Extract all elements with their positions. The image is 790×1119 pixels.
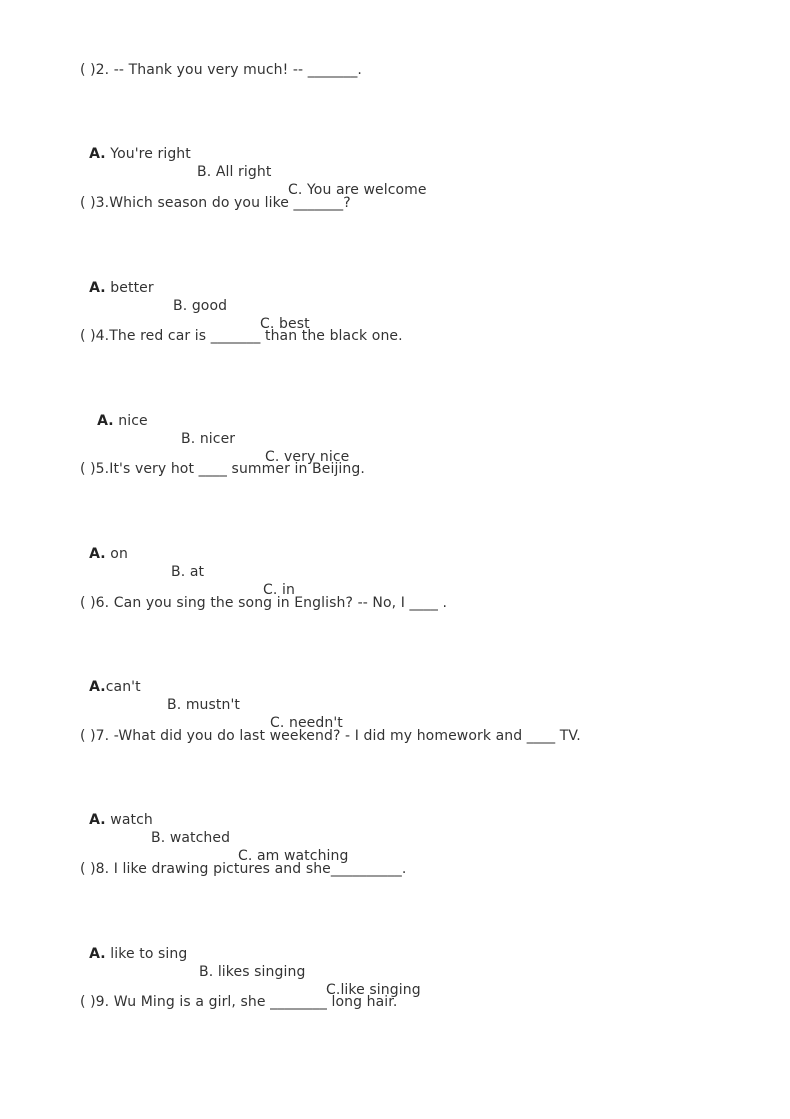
question-8-options	[80, 927, 421, 998]
option-a-label: A.	[89, 546, 106, 562]
option-a	[89, 946, 187, 962]
option-c-text: in	[277, 582, 295, 598]
option-b	[197, 163, 271, 181]
question-7-stem: ( )7. -What did you do last weekend? - I did my homework and ____ TV.	[80, 728, 581, 744]
option-b-label: B.	[151, 830, 166, 846]
option-b-text: likes singing	[213, 964, 306, 980]
option-b-text: nicer	[195, 431, 236, 447]
option-c-label: C.	[288, 182, 303, 198]
option-b-label: B.	[181, 431, 196, 447]
option-b-label: B.	[173, 298, 188, 314]
question-6-stem: ( )6. Can you sing the song in English? -- No, I ____ .	[80, 595, 448, 611]
option-c-text: needn't	[284, 715, 343, 731]
option-a	[89, 679, 141, 695]
option-c-label: C.	[265, 449, 280, 465]
question-4-stem: ( )4.The red car is _______ than the black one.	[80, 328, 403, 344]
question-3-stem: ( )3.Which season do you like _______?	[80, 195, 351, 211]
question-2-stem: ( )2. -- Thank you very much! -- _______.	[80, 62, 362, 78]
question-3-options	[80, 261, 310, 332]
option-c-text: am watching	[252, 848, 349, 864]
option-a-text: like to sing	[105, 946, 188, 962]
option-a-text: can't	[105, 679, 141, 695]
option-c-text: very nice	[279, 449, 350, 465]
option-c-text: best	[274, 316, 310, 332]
option-b	[199, 963, 305, 981]
option-a-text: You're right	[105, 146, 191, 162]
question-7-options	[80, 793, 349, 864]
option-a-text: nice	[113, 413, 148, 429]
option-b	[181, 430, 235, 448]
option-c-label: C.	[260, 316, 275, 332]
option-b-label: B.	[171, 564, 186, 580]
option-a-label: A.	[89, 946, 106, 962]
question-4-options	[88, 394, 350, 465]
option-a	[89, 280, 154, 296]
option-b-text: watched	[165, 830, 231, 846]
option-b-text: mustn't	[181, 697, 241, 713]
option-a-text: watch	[105, 812, 153, 828]
question-2-options	[80, 127, 427, 198]
option-c-label: C.	[263, 582, 278, 598]
option-c-text: like singing	[340, 982, 421, 998]
option-b-label: B.	[167, 697, 182, 713]
option-c-text: You are welcome	[302, 182, 427, 198]
question-6-options	[80, 660, 343, 731]
option-a-text: on	[105, 546, 128, 562]
question-8-stem: ( )8. I like drawing pictures and she__________.	[80, 861, 407, 877]
option-b	[171, 563, 204, 581]
option-b-text: good	[187, 298, 228, 314]
option-a	[89, 546, 128, 562]
option-c-label: C.	[270, 715, 285, 731]
option-b	[173, 297, 227, 315]
option-c-label: C.	[326, 982, 341, 998]
option-a	[97, 413, 148, 429]
option-b-label: B.	[199, 964, 214, 980]
option-a-label: A.	[97, 413, 114, 429]
option-a-text: better	[105, 280, 154, 296]
option-a-label: A.	[89, 812, 106, 828]
option-b	[167, 696, 240, 714]
option-a	[89, 812, 153, 828]
question-5-stem: ( )5.It's very hot ____ summer in Beijing.	[80, 461, 365, 477]
question-9-stem: ( )9. Wu Ming is a girl, she ________ long hair.	[80, 994, 398, 1010]
option-b-text: All right	[211, 164, 272, 180]
option-b-label: B.	[197, 164, 212, 180]
option-b-text: at	[185, 564, 205, 580]
option-c-label: C.	[238, 848, 253, 864]
option-a-label: A.	[89, 679, 106, 695]
option-a-label: A.	[89, 146, 106, 162]
option-a	[89, 146, 191, 162]
question-5-options	[80, 527, 295, 598]
option-a-label: A.	[89, 280, 106, 296]
option-b	[151, 829, 230, 847]
